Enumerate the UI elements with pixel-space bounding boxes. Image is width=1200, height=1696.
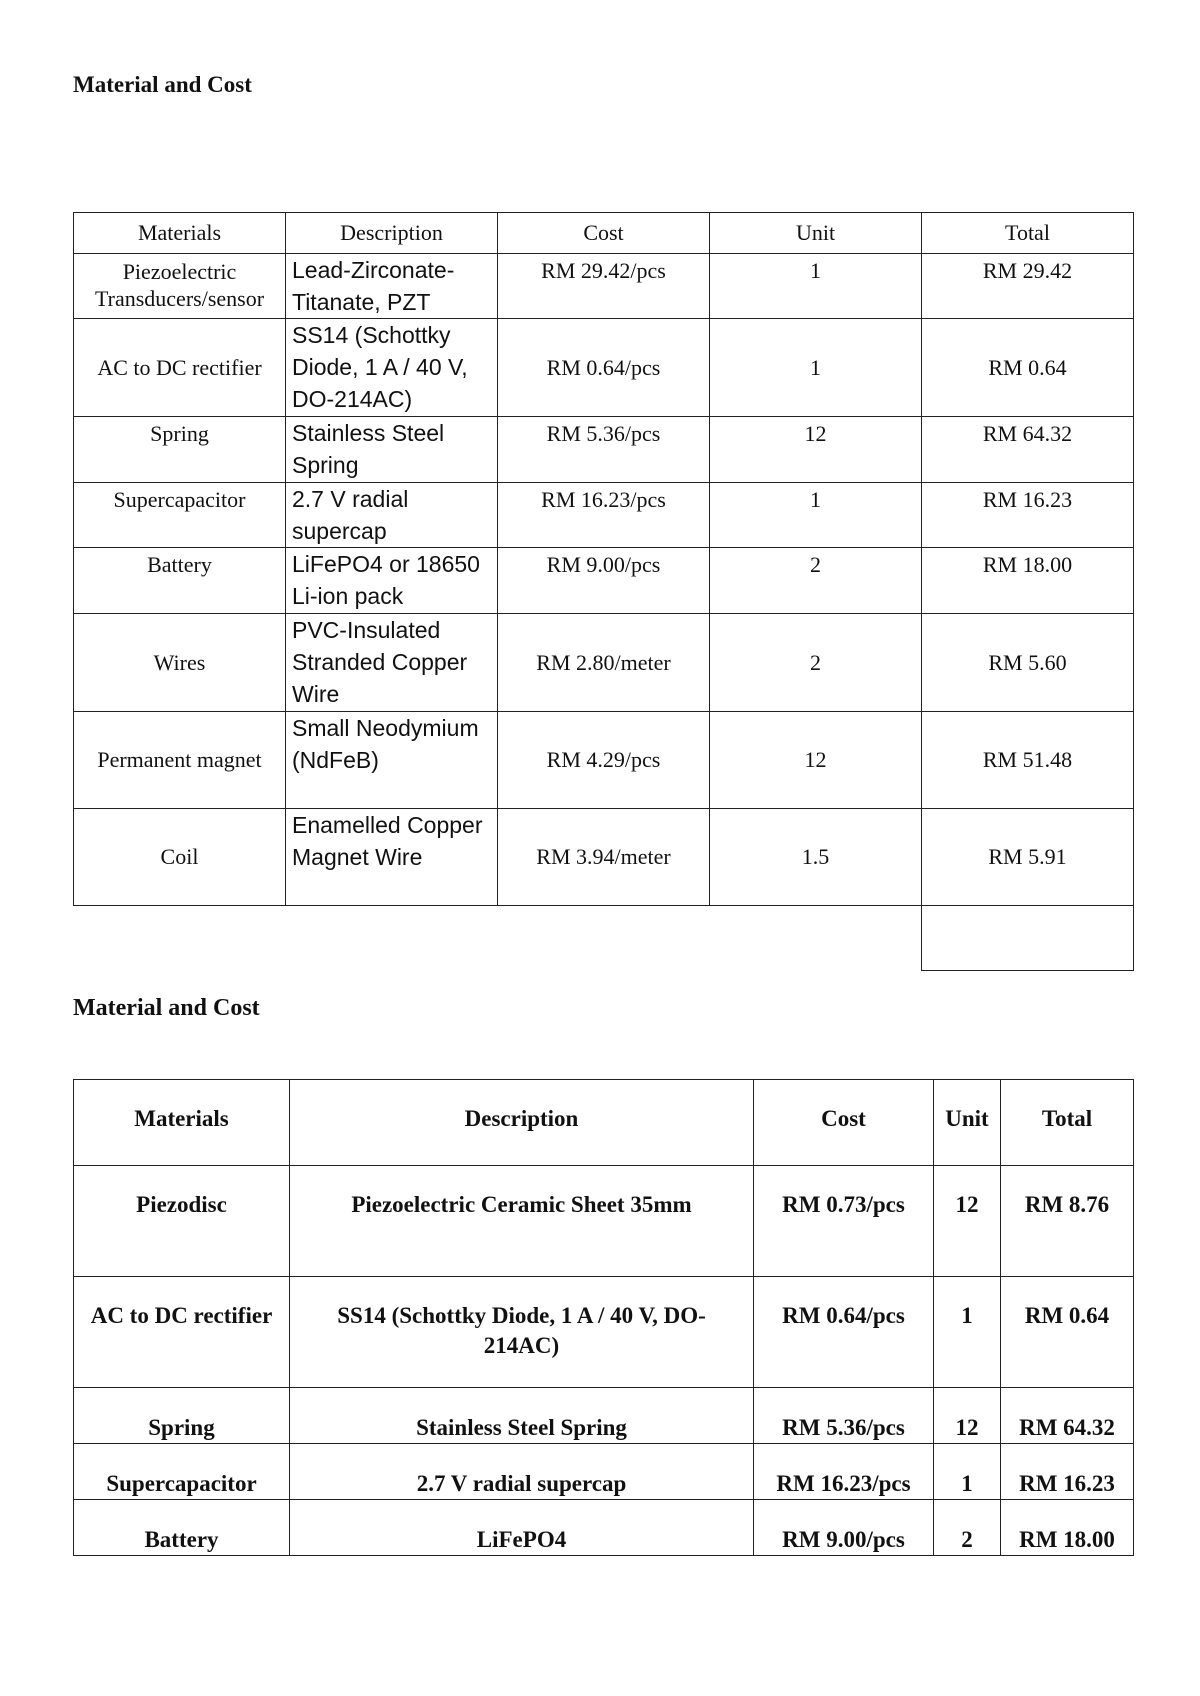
header-materials: Materials bbox=[74, 1080, 290, 1166]
header-description: Description bbox=[286, 213, 498, 254]
unit-cell: 1 bbox=[934, 1444, 1001, 1500]
table-header-row bbox=[74, 213, 1134, 254]
table-row bbox=[74, 1166, 1134, 1277]
total-cell: RM 5.60 bbox=[922, 614, 1134, 712]
unit-cell: 1 bbox=[710, 483, 922, 548]
material-cell: Spring bbox=[74, 417, 286, 483]
header-unit: Unit bbox=[710, 213, 922, 254]
unit-cell: 2 bbox=[934, 1500, 1001, 1556]
material-cell: Spring bbox=[74, 1388, 290, 1444]
header-total: Total bbox=[922, 213, 1134, 254]
unit-cell: 12 bbox=[934, 1166, 1001, 1277]
total-cell: RM 16.23 bbox=[1001, 1444, 1134, 1500]
table-row bbox=[74, 614, 1134, 712]
total-cell: RM 8.76 bbox=[1001, 1166, 1134, 1277]
header-cost: Cost bbox=[498, 213, 710, 254]
material-cell: Piezodisc bbox=[74, 1166, 290, 1277]
table-row bbox=[74, 319, 1134, 417]
cost-cell: RM 9.00/pcs bbox=[498, 548, 710, 614]
header-unit: Unit bbox=[934, 1080, 1001, 1166]
unit-cell: 1 bbox=[710, 319, 922, 417]
cost-cell: RM 3.94/meter bbox=[498, 809, 710, 906]
table-row bbox=[74, 1500, 1134, 1556]
materials-cost-table-2 bbox=[73, 1079, 1134, 1556]
table-row bbox=[74, 1388, 1134, 1444]
total-cell: RM 18.00 bbox=[922, 548, 1134, 614]
description-cell: Stainless Steel Spring bbox=[290, 1388, 754, 1444]
table-row bbox=[74, 809, 1134, 906]
total-cell: RM 0.64 bbox=[1001, 1277, 1134, 1388]
material-cell: Supercapacitor bbox=[74, 483, 286, 548]
unit-cell: 1.5 bbox=[710, 809, 922, 906]
unit-cell: 12 bbox=[710, 417, 922, 483]
material-cell: Piezoelectric Transducers/sensor bbox=[74, 254, 286, 319]
table-row bbox=[74, 1444, 1134, 1500]
unit-cell: 1 bbox=[934, 1277, 1001, 1388]
unit-cell: 1 bbox=[710, 254, 922, 319]
description-cell: LiFePO4 or 18650 Li-ion pack bbox=[286, 548, 498, 614]
description-cell: Lead-Zirconate-Titanate, PZT bbox=[286, 254, 498, 319]
description-cell: SS14 (Schottky Diode, 1 A / 40 V, DO-214AC) bbox=[286, 319, 498, 417]
description-cell: SS14 (Schottky Diode, 1 A / 40 V, DO-214AC) bbox=[290, 1277, 754, 1388]
header-materials: Materials bbox=[74, 213, 286, 254]
total-cell: RM 18.00 bbox=[1001, 1500, 1134, 1556]
total-cell: RM 29.42 bbox=[922, 254, 1134, 319]
cost-cell: RM 2.80/meter bbox=[498, 614, 710, 712]
total-cell: RM 0.64 bbox=[922, 319, 1134, 417]
table-row bbox=[74, 712, 1134, 809]
material-cell: Supercapacitor bbox=[74, 1444, 290, 1500]
material-cell: Wires bbox=[74, 614, 286, 712]
cost-cell: RM 0.73/pcs bbox=[754, 1166, 934, 1277]
description-cell: Stainless Steel Spring bbox=[286, 417, 498, 483]
unit-cell: 2 bbox=[710, 548, 922, 614]
table-row bbox=[74, 254, 1134, 319]
unit-cell: 2 bbox=[710, 614, 922, 712]
table-row bbox=[74, 548, 1134, 614]
table-row bbox=[74, 483, 1134, 548]
table-row bbox=[74, 1277, 1134, 1388]
cost-cell: RM 29.42/pcs bbox=[498, 254, 710, 319]
table-header-row bbox=[74, 1080, 1134, 1166]
section1-title: Material and Cost bbox=[73, 72, 252, 97]
cost-cell: RM 16.23/pcs bbox=[498, 483, 710, 548]
material-cell: AC to DC rectifier bbox=[74, 1277, 290, 1388]
materials-cost-table-1 bbox=[73, 212, 1134, 971]
cost-cell: RM 4.29/pcs bbox=[498, 712, 710, 809]
unit-cell: 12 bbox=[934, 1388, 1001, 1444]
unit-cell: 12 bbox=[710, 712, 922, 809]
total-cell: RM 16.23 bbox=[922, 483, 1134, 548]
cost-cell: RM 0.64/pcs bbox=[754, 1277, 934, 1388]
total-cell: RM 64.32 bbox=[922, 417, 1134, 483]
description-cell: Piezoelectric Ceramic Sheet 35mm bbox=[290, 1166, 754, 1277]
total-cell: RM 5.91 bbox=[922, 809, 1134, 906]
description-cell: LiFePO4 bbox=[290, 1500, 754, 1556]
header-cost: Cost bbox=[754, 1080, 934, 1166]
grand-total-cell bbox=[922, 906, 1134, 971]
material-cell: AC to DC rectifier bbox=[74, 319, 286, 417]
total-cell: RM 64.32 bbox=[1001, 1388, 1134, 1444]
section2-title: Material and Cost bbox=[73, 995, 260, 1021]
header-total: Total bbox=[1001, 1080, 1134, 1166]
total-summary-row bbox=[74, 906, 1134, 971]
total-cell: RM 51.48 bbox=[922, 712, 1134, 809]
cost-cell: RM 16.23/pcs bbox=[754, 1444, 934, 1500]
cost-cell: RM 5.36/pcs bbox=[498, 417, 710, 483]
cost-cell: RM 9.00/pcs bbox=[754, 1500, 934, 1556]
header-description: Description bbox=[290, 1080, 754, 1166]
description-cell: 2.7 V radial supercap bbox=[290, 1444, 754, 1500]
description-cell: PVC-Insulated Stranded Copper Wire bbox=[286, 614, 498, 712]
description-cell: 2.7 V radial supercap bbox=[286, 483, 498, 548]
material-cell: Battery bbox=[74, 548, 286, 614]
table-row bbox=[74, 417, 1134, 483]
material-cell: Battery bbox=[74, 1500, 290, 1556]
cost-cell: RM 0.64/pcs bbox=[498, 319, 710, 417]
material-cell: Permanent magnet bbox=[74, 712, 286, 809]
description-cell: Small Neodymium (NdFeB) bbox=[286, 712, 498, 809]
description-cell: Enamelled Copper Magnet Wire bbox=[286, 809, 498, 906]
cost-cell: RM 5.36/pcs bbox=[754, 1388, 934, 1444]
material-cell: Coil bbox=[74, 809, 286, 906]
